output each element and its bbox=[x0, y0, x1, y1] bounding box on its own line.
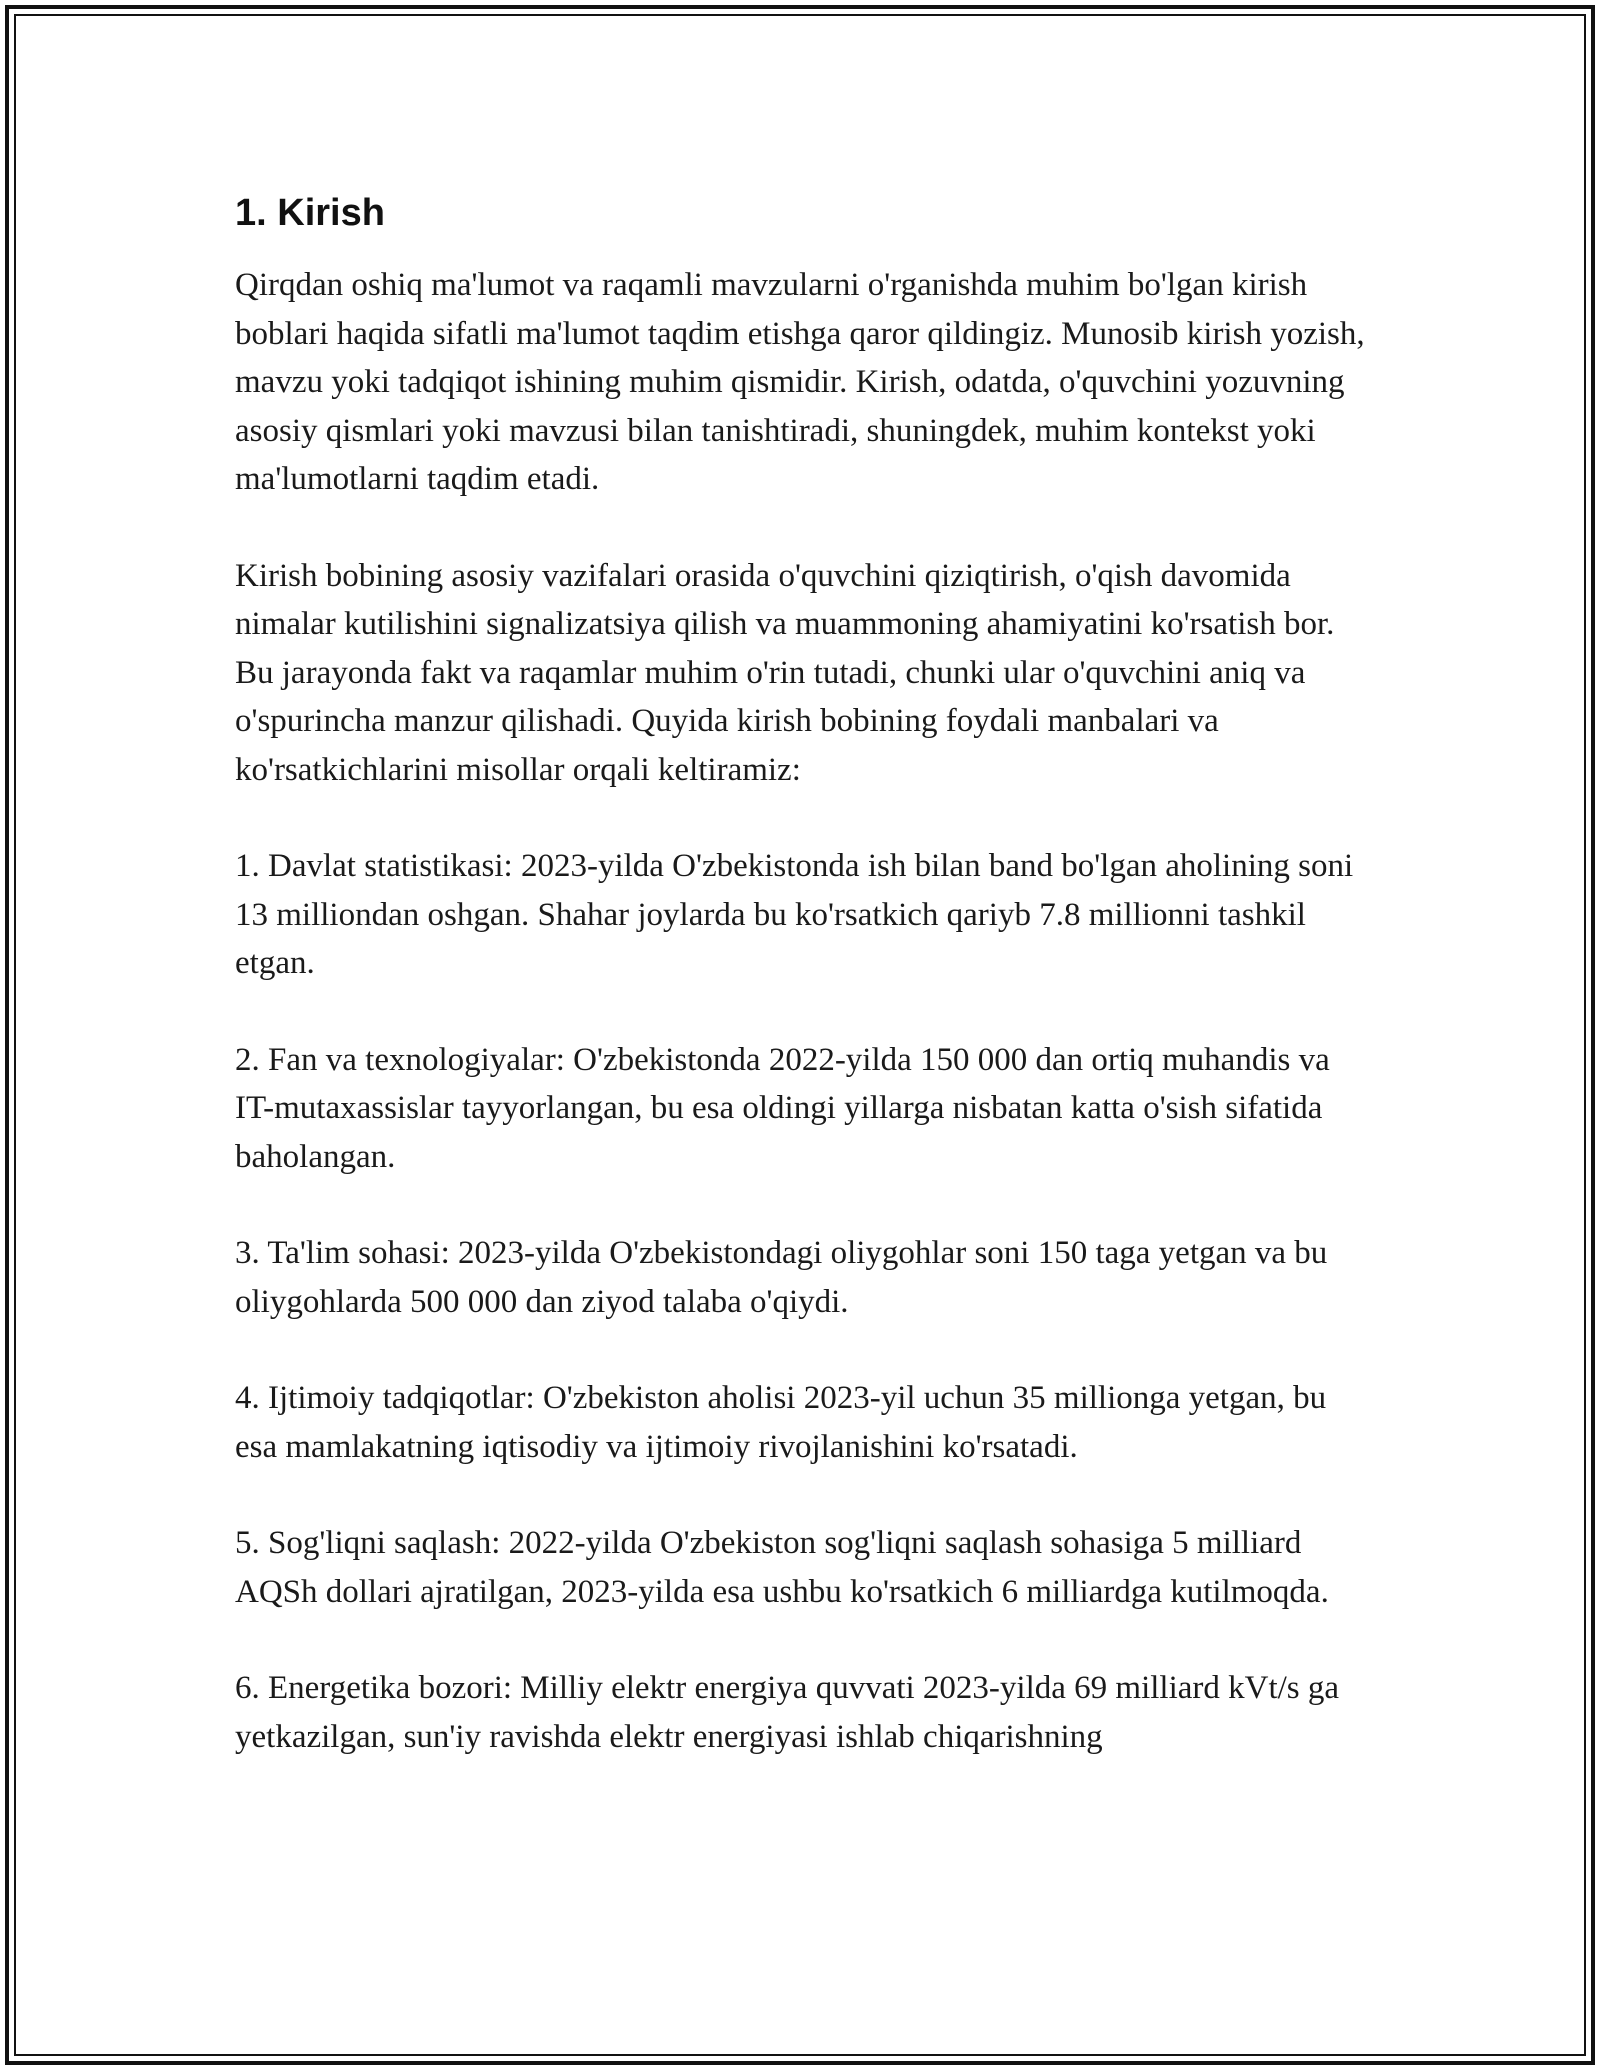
list-item-paragraph: 4. Ijtimoiy tadqiqotlar: O'zbekiston aholisi 2023-yil uchun 35 millionga yetgan, bu esa mamlakatning iqtisodiy va ijtimoiy rivojlanishini ko'rsatadi. bbox=[235, 1380, 1327, 1465]
list-item-paragraph: 5. Sog'liqni saqlash: 2022-yilda O'zbekiston sog'liqni saqlash sohasiga 5 milliard AQSh dollari ajratilgan, 2023-yilda esa ushbu ko'rsatkich 6 milliardga kutilmoqda. bbox=[235, 1525, 1329, 1610]
list-item-paragraph: 3. Ta'lim sohasi: 2023-yilda O'zbekistondagi oliygohlar soni 150 taga yetgan va bu oliygohlarda 500 000 dan ziyod talaba o'qiydi. bbox=[235, 1235, 1328, 1320]
document-body bbox=[235, 185, 1365, 1809]
section-heading: 1. Kirish bbox=[235, 192, 385, 234]
list-item-paragraph: 2. Fan va texnologiyalar: O'zbekistonda 2022-yilda 150 000 dan ortiq muhandis va IT-mutaxassislar tayyorlangan, bu esa oldingi yillarga nisbatan katta o'sish sifatida baholangan. bbox=[235, 1041, 1330, 1175]
list-item-paragraph: 6. Energetika bozori: Milliy elektr energiya quvvati 2023-yilda 69 milliard kVt/s ga yetkazilgan, sun'iy ravishda elektr energiyasi ishlab chiqarishning bbox=[235, 1670, 1340, 1755]
list-item-paragraph: 1. Davlat statistikasi: 2023-yilda O'zbekistonda ish bilan band bo'lgan aholining soni 13 milliondan oshgan. Shahar joylarda bu ko'rsatkich qariyb 7.8 millionni tashkil etgan. bbox=[235, 848, 1354, 981]
intro-paragraph: Kirish bobining asosiy vazifalari orasida o'quvchini qiziqtirish, o'qish davomida nimalar kutilishini signalizatsiya qilish va muammoning ahamiyatini ko'rsatish bor. Bu jarayonda fakt va raqamlar muhim o'rin tutadi, chunki ular o'quvchini aniq va o'spurincha manzur qilishadi. Quyida kirish bobining foydali manbalari va ko'rsatkichlarini misollar orqali keltiramiz: bbox=[235, 557, 1335, 788]
intro-paragraph: Qirqdan oshiq ma'lumot va raqamli mavzularni o'rganishda muhim bo'lgan kirish boblari haqida sifatli ma'lumot taqdim etishga qaror qildingiz. Munosib kirish yozish, mavzu yoki tadqiqot ishining muhim qismidir. Kirish, odatda, o'quvchini yozuvning asosiy qismlari yoki mavzusi bilan tanishtiradi, shuningdek, muhim kontekst yoki ma'lumotlarni taqdim etadi. bbox=[235, 267, 1365, 497]
